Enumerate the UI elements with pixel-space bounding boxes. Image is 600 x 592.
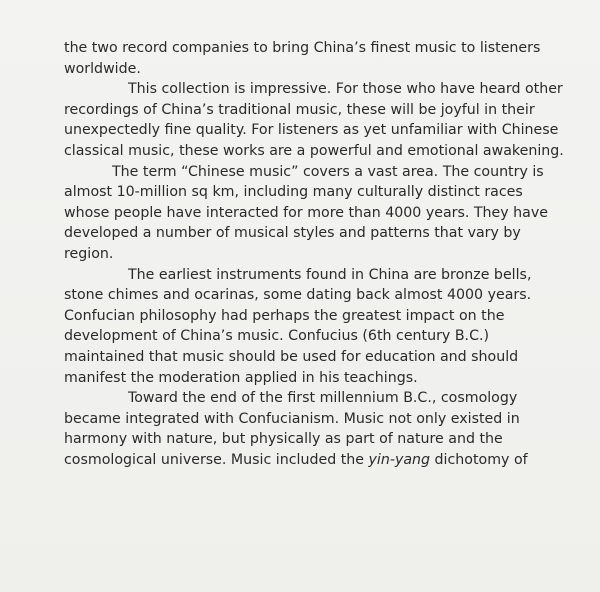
paragraph-5-text-end: dichotomy of bbox=[430, 451, 528, 468]
paragraph-2: This collection is impressive. For those who have heard other recordings of China’s traditional music, these will be joyful in their unexpectedly fine quality. For listeners as yet unfamiliar with Chinese classical music, these works are a powerful and emotional awakening. bbox=[64, 81, 564, 159]
paragraph-1: the two record companies to bring China’s finest music to listeners worldwide. bbox=[64, 40, 541, 77]
paragraph-4: The earliest instruments found in China are bronze bells, stone chimes and ocarinas, some dating back almost 4000 years. Confucian philosophy had perhaps the greatest impact on the development of China’s music. Confucius (6th century B.C.) maintained that music should be used for education and should manifest the moderation applied in his teachings. bbox=[64, 266, 532, 386]
body-text bbox=[64, 38, 564, 470]
paragraph-3: The term “Chinese music” covers a vast area. The country is almost 10-million sq km, including many culturally distinct races whose people have interacted for more than 4000 years. They have developed a number of musical styles and patterns that vary by region. bbox=[64, 163, 548, 262]
yin-yang-term: yin-yang bbox=[368, 451, 431, 468]
paragraph-5-text-start: Toward the end of the first millennium B.C., cosmology became integrated with Confucianism. Music not only existed in harmony with nature, but physically as part of nature and the cosmological universe. Music included the bbox=[64, 390, 520, 468]
paragraph-5 bbox=[64, 388, 564, 470]
